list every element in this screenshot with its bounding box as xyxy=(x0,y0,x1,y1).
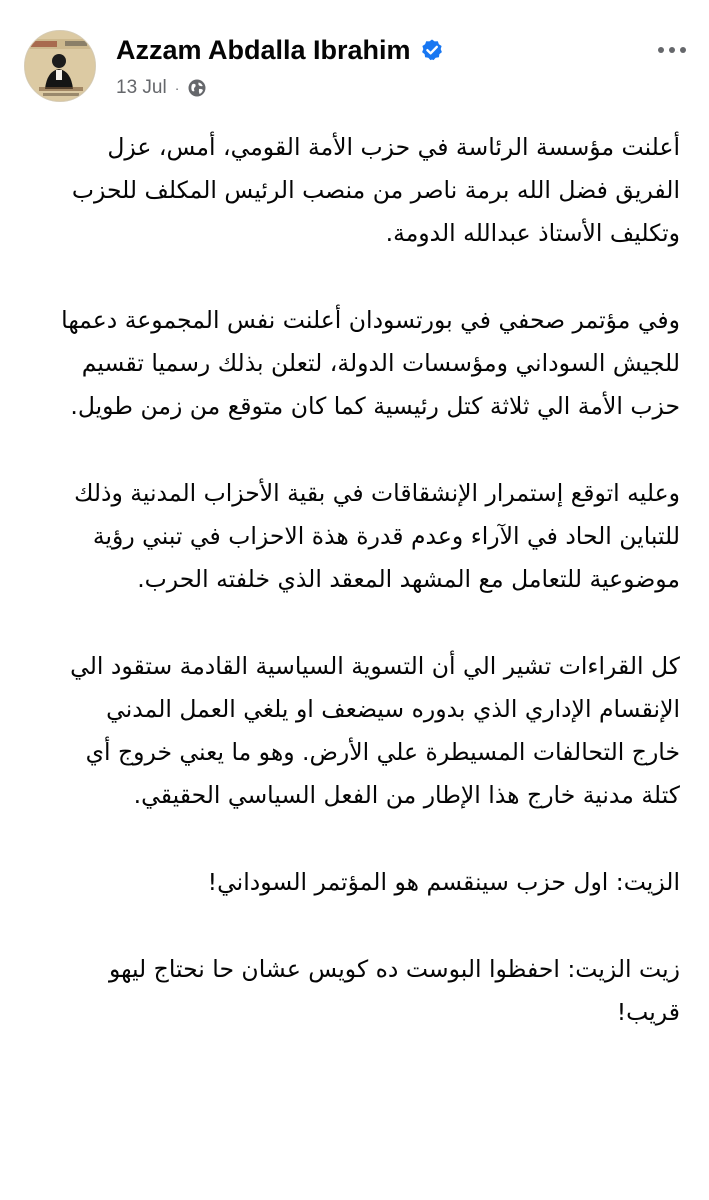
more-options-icon xyxy=(658,47,664,53)
post-meta xyxy=(116,76,207,100)
post-paragraph xyxy=(30,861,680,904)
globe-icon[interactable] xyxy=(187,78,207,98)
text-line: وعليه اتوقع إستمرار الإنشقاقات في بقية الأحزاب المدنية وذلك xyxy=(74,479,680,507)
text-line: حزب الأمة الي ثلاثة كتل رئيسية كما كان متوقع من زمن طويل. xyxy=(70,392,680,420)
text-line: وتكليف الأستاذ عبدالله الدومة. xyxy=(385,219,680,247)
more-options-icon xyxy=(669,47,675,53)
more-options-icon xyxy=(680,47,686,53)
post-paragraph xyxy=(30,126,680,255)
text-line: زيت الزيت: احفظوا البوست ده كويس عشان حا نحتاج ليهو xyxy=(108,955,680,983)
author-avatar[interactable] xyxy=(24,30,96,102)
avatar-photo-icon xyxy=(25,31,96,102)
text-line: كل القراءات تشير الي أن التسوية السياسية القادمة ستقود الي xyxy=(70,652,680,680)
text-line: الفريق فضل الله برمة ناصر من منصب الرئيس المكلف للحزب xyxy=(71,176,680,204)
author-name[interactable]: Azzam Abdalla Ibrahim xyxy=(116,35,411,65)
text-line: كتلة مدنية خارج هذا الإطار من الفعل السياسي الحقيقي. xyxy=(133,781,680,809)
text-line: للتباين الحاد في الآراء وعدم قدرة هذة الاحزاب في تبني رؤية xyxy=(92,522,680,550)
meta-separator: · xyxy=(174,80,180,96)
post-header xyxy=(24,30,694,102)
post-paragraph xyxy=(30,645,680,817)
text-line: الإنقسام الإداري الذي بدوره سيضعف او يلغي العمل المدني xyxy=(106,695,680,723)
text-line: خارج التحالفات المسيطرة علي الأرض. وهو ما يعني خروج أي xyxy=(85,738,680,766)
text-line: موضوعية للتعامل مع المشهد المعقد الذي خلفته الحرب. xyxy=(137,565,680,593)
text-line: أعلنت مؤسسة الرئاسة في حزب الأمة القومي، أمس، عزل xyxy=(107,133,680,161)
text-line: قريب! xyxy=(616,998,680,1026)
verified-badge-icon xyxy=(420,38,444,62)
post-paragraph xyxy=(30,948,680,1034)
post-paragraph xyxy=(30,299,680,428)
post-date[interactable]: 13 Jul xyxy=(116,77,167,98)
post-text xyxy=(30,126,680,1078)
text-line: للجيش السوداني ومؤسسات الدولة، لتعلن بذلك رسميا تقسيم xyxy=(81,349,680,377)
text-line: الزيت: اول حزب سينقسم هو المؤتمر السوداني! xyxy=(207,868,680,896)
more-options-button[interactable] xyxy=(650,36,694,64)
text-line: وفي مؤتمر صحفي في بورتسودان أعلنت نفس المجموعة دعمها xyxy=(61,306,680,334)
post-paragraph xyxy=(30,472,680,601)
